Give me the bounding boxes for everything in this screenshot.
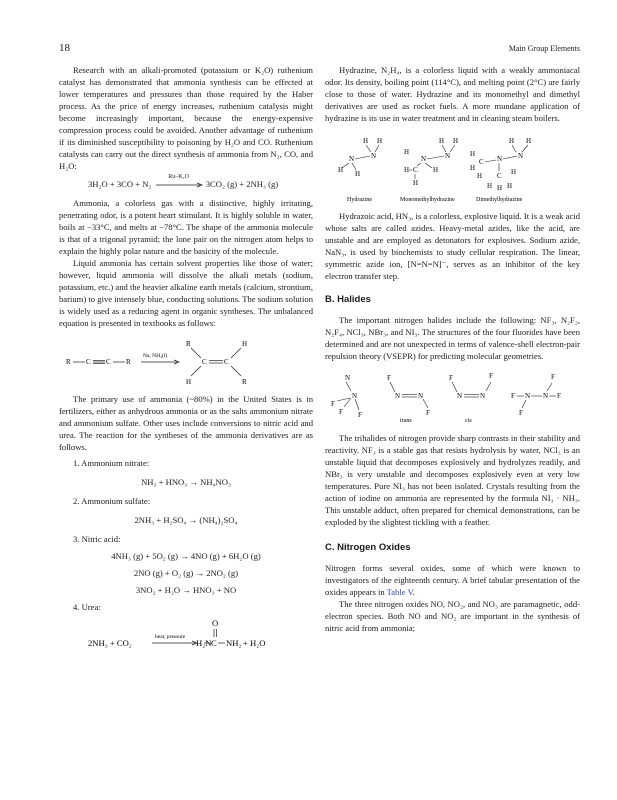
paragraph-text: . xyxy=(412,587,415,597)
label-f: F xyxy=(358,411,362,419)
equation: 3NO₂ + H₂O → HNO₃ + NO xyxy=(135,585,237,596)
label-h: H xyxy=(404,148,410,156)
label-h: H xyxy=(404,166,410,174)
urea-synthesis-diagram xyxy=(59,617,313,651)
label-n: N xyxy=(543,392,549,400)
label-h: H xyxy=(186,378,192,387)
label-h: H xyxy=(526,137,532,145)
label-h: H xyxy=(511,168,517,176)
eq-products: 3CO₂ (g) + 2NH₃ (g) xyxy=(205,179,279,189)
alkyne-reduction-diagram xyxy=(59,333,313,389)
paragraph: Hydrazine, N₂H₄, is a colorless liquid with a weakly ammoniacal odor. Its density, boiling point (114°C), and melting point (2°C) are fairly close to those of water. Hydrazine and its monomethyl and dimethyl derivatives are used as rocket fuels. A more mundane application of hydrazine is its use in water treatment and in cleaning steam boilers. xyxy=(325,65,580,123)
eq-byproduct: + H₂O xyxy=(243,638,266,649)
label-n: N xyxy=(445,152,451,160)
label-f: F xyxy=(511,392,515,400)
label-h: H xyxy=(470,150,476,158)
label-nh2: NH₂ xyxy=(226,638,242,649)
label-h: H xyxy=(453,137,459,145)
caption-dimethylhydrazine: Dimethylhydrazine xyxy=(476,197,523,203)
label-c: C xyxy=(211,638,217,649)
paragraph: The important nitrogen halides include the following: NF₃, N₂F₂, N₂F₄, NCl₃, NBr₃, and NI₃. The structures of the four fluorides have been determined and are not unexpected in terms of valence-shell electron-pair repulsion theory (VSEPR) for predicting molecular geometries. xyxy=(325,315,580,361)
paragraph: The primary use of ammonia (~80%) in the United States is in fertilizers, either as anhydrous ammonia or as the salts ammonium nitrate and ammonium sulfate. Other uses include conversions to nitric acid and urea. The reaction for the syntheses of the ammonia derivatives are as follows. xyxy=(59,394,313,453)
label-c: C xyxy=(202,358,207,367)
label-h: H xyxy=(509,137,515,145)
paragraph: Research with an alkali-promoted (potassium or K₂O) ruthenium catalyst has demonstrated that ammonia synthesis can be effected at lower temperatures and pressures than those required by the Haber process. As the price of energy increases, ruthenium catalysis might become increasingly important, because the energy-expensive compression process could be avoided. Another advantage of ruthenium if its diminished susceptibility to poisoning by H₂O and CO. Ruthenium catalysts can carry out the direct synthesis of ammonia from N₂, CO, and H₂O: xyxy=(59,65,313,171)
label-n: N xyxy=(349,155,355,163)
label-c: C xyxy=(497,172,502,180)
equation-ammonia-synthesis xyxy=(88,174,313,191)
reagent-label: Na, NH₃(l) xyxy=(143,353,168,360)
label-n: N xyxy=(421,155,427,163)
caption-cis: cis xyxy=(465,418,472,424)
label-h: H xyxy=(433,166,439,174)
label-h: H xyxy=(355,170,361,178)
label-f: F xyxy=(331,400,335,408)
label-f: F xyxy=(557,392,561,400)
label-n: N xyxy=(395,392,401,400)
label-f: F xyxy=(449,374,453,382)
paragraph xyxy=(325,562,580,598)
label-h: H xyxy=(487,182,493,190)
label-n: N xyxy=(518,152,524,160)
label-f: F xyxy=(489,372,493,380)
label-r: R xyxy=(126,358,131,367)
label-o: O xyxy=(212,618,219,629)
right-column xyxy=(325,64,580,634)
label-c: C xyxy=(413,166,418,174)
label-c: C xyxy=(224,358,229,367)
label-h: H xyxy=(477,172,483,180)
label-h2n: H₂N xyxy=(196,638,212,649)
label-h: H xyxy=(338,166,344,174)
equation: 2NH₃ + H₂SO₄ → (NH₄)₂SO₄ xyxy=(134,515,238,526)
label-c: C xyxy=(479,158,484,166)
label-h: H xyxy=(377,137,383,145)
label-n: N xyxy=(345,374,351,382)
label-n: N xyxy=(525,392,531,400)
label-f: F xyxy=(519,409,523,417)
caption-trans: trans xyxy=(400,418,412,424)
paragraph: The three nitrogen oxides NO, NO₂, and NO₃ are paramagnetic, odd-electron species. Both NO and NO₂ are important in the synthesis of nitric acid from ammonia; xyxy=(325,599,580,633)
label-f: F xyxy=(426,409,430,417)
paragraph-text: Nitrogen forms several oxides, some of which were known to investigators of the eighteenth century. A brief tabular presentation of the oxides appears in xyxy=(325,563,580,597)
left-column xyxy=(59,64,313,655)
caption-hydrazine: Hydrazine xyxy=(347,197,372,203)
eq-reactants: 3H₂O + 3CO + N₂ xyxy=(88,179,152,189)
list-item: 4. Urea: xyxy=(73,602,101,613)
label-n: N xyxy=(352,392,358,400)
label-n: N xyxy=(418,392,424,400)
label-r: R xyxy=(186,340,191,349)
label-h: H xyxy=(363,137,369,145)
eq-condition-label: heat, pressure xyxy=(155,634,186,641)
nitrogen-fluorides-diagram xyxy=(325,366,580,428)
eq-reactants: 2NH₃ + CO₂ xyxy=(88,638,132,649)
equation: NH₃ + HNO₃ → NH₄NO₃ xyxy=(141,477,231,488)
list-item: 1. Ammonium nitrate: xyxy=(73,458,150,469)
label-f: F xyxy=(387,374,391,382)
section-heading-halides: B. Halides xyxy=(325,294,371,305)
paragraph: The trihalides of nitrogen provide sharp contrasts in their stability and reactivity. NF₃ is a stable gas that resists hydrolysis by water, NCl₃ is an unstable liquid that decomposes explosively and hydrolyzes readily, and NBr₃ is very unstable and decomposes explosively even at very low temperatures. Pure NI₃ has not been isolated. Crystals resulting from the action of iodine on ammonia are represented by the formula NI₃ · NH₃. This unstable adduct, often prepared for chemical demonstrations, can be exploded by the slightest tickling with a feather. xyxy=(325,433,580,527)
eq-catalyst-label: Ru–K₂O xyxy=(168,174,189,181)
label-h: H xyxy=(242,340,248,349)
label-f: F xyxy=(551,373,555,381)
label-f: F xyxy=(339,408,343,416)
label-h: H xyxy=(413,179,419,187)
hydrazine-structures-diagram xyxy=(325,128,580,206)
paragraph: Hydrazoic acid, HN₃, is a colorless, explosive liquid. It is a weak acid whose salts are called azides. Heavy-metal azides, like the acid, are unstable and are employed as detonators for explosives. Sodium azide, NaN₃, is used by biochemists to study cellular respiration. The linear, symmetric azide ion, [N=N=N]⁻, serves as an inhibitor of the key electron transfer step. xyxy=(325,211,580,281)
equation: 4NH₃ (g) + 5O₂ (g) → 4NO (g) + 6H₂O (g) xyxy=(111,551,261,562)
running-title: Main Group Elements xyxy=(508,44,580,53)
paragraph: Liquid ammonia has certain solvent properties like those of water; however, liquid ammonia will dissolve the alkali metals (sodium, potassium, etc.) and the heavier alkaline earth metals (calcium, strontium, barium) to give intensely blue, conducting solutions. The sodium solution is widely used as a reducing agent in organic syntheses. The unbalanced equation is presented in textbooks as follows: xyxy=(59,258,313,329)
label-n: N xyxy=(497,155,503,163)
table-v-link[interactable]: Table V xyxy=(386,587,413,597)
section-heading-nitrogen-oxides: C. Nitrogen Oxides xyxy=(325,542,411,553)
label-c: C xyxy=(106,358,111,367)
label-n: N xyxy=(480,392,486,400)
label-h: H xyxy=(439,137,445,145)
label-r: R xyxy=(66,358,71,367)
label-h: H xyxy=(507,182,513,190)
label-c: C xyxy=(86,358,91,367)
page-number: 18 xyxy=(59,42,70,54)
list-item: 3. Nitric acid: xyxy=(73,534,121,545)
label-n: N xyxy=(371,152,377,160)
caption-monomethylhydrazine: Monomethylhydrazine xyxy=(400,197,455,203)
label-r: R xyxy=(242,378,247,387)
list-item: 2. Ammonium sulfate: xyxy=(73,496,151,507)
equation: 2NO (g) + O₂ (g) → 2NO₂ (g) xyxy=(133,568,239,579)
label-h: H xyxy=(470,164,476,172)
paragraph: Ammonia, a colorless gas with a distinctive, highly irritating, penetrating odor, is a potent heart stimulant. It is highly soluble in water, boils at −33°C, and melts at −78°C. The shape of the ammonia molecule is that of a trigonal pyramid; the lone pair on the nitrogen atom helps to explain the highly polar nature and the basicity of the molecule. xyxy=(59,198,313,257)
label-h: H xyxy=(497,184,503,192)
label-n: N xyxy=(457,392,463,400)
